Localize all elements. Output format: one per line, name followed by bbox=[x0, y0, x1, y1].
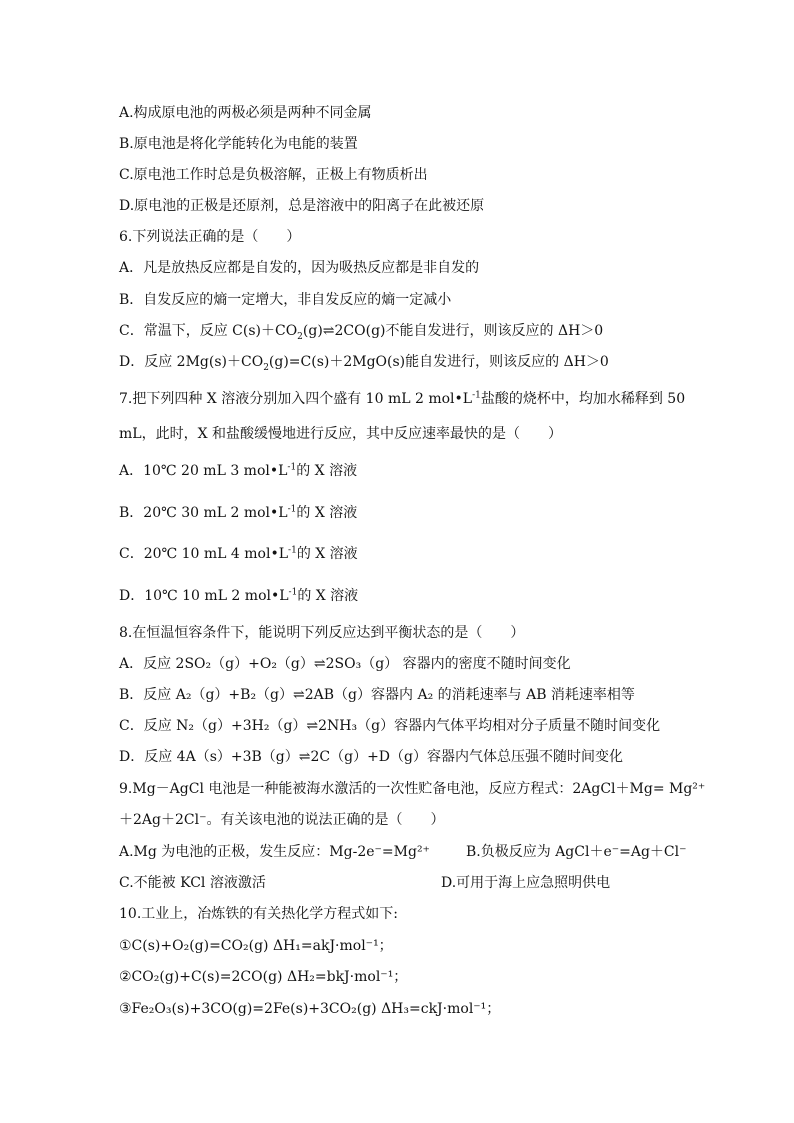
q5-option-c: C.原电池工作时总是负极溶解，正极上有物质析出 bbox=[119, 167, 428, 183]
q9-stem-line2: ＋2Ag＋2Cl⁻。有关该电池的说法正确的是（ ） bbox=[119, 812, 445, 828]
q10-equation-2: ②CO₂(g)+C(s)=2CO(g) ΔH₂=bkJ·mol⁻¹； bbox=[119, 969, 408, 985]
q7-stem-line2: mL，此时，X 和盐酸缓慢地进行反应，其中反应速率最快的是（ ） bbox=[119, 426, 562, 442]
q8-stem: 8.在恒温恒容条件下，能说明下列反应达到平衡状态的是（ ） bbox=[119, 625, 525, 641]
q10-stem: 10.工业上，冶炼铁的有关热化学方程式如下: bbox=[119, 906, 398, 922]
q8-option-c: C．反应 N₂（g）+3H₂（g）⇌2NH₃（g）容器内气体平均相对分子质量不随时间变化 bbox=[119, 718, 661, 734]
q9-option-d: D.可用于海上应急照明供电 bbox=[441, 875, 611, 891]
q10-equation-1: ①C(s)+O₂(g)=CO₂(g) ΔH₁=akJ·mol⁻¹； bbox=[119, 938, 393, 954]
q8-option-a: A．反应 2SO₂（g）+O₂（g）⇌2SO₃（g） 容器内的密度不随时间变化 bbox=[119, 656, 571, 672]
q9-option-c: C.不能被 KCl 溶液激活 bbox=[119, 875, 266, 891]
q5-option-d: D.原电池的正极是还原剂，总是溶液中的阳离子在此被还原 bbox=[119, 198, 485, 214]
q6-stem: 6.下列说法正确的是（ ） bbox=[119, 229, 301, 245]
q10-equation-3: ③Fe₂O₃(s)+3CO(g)=2Fe(s)+3CO₂(g) ΔH₃=ckJ·mol⁻¹； bbox=[119, 1001, 501, 1017]
q9-stem-line1: 9.Mg－AgCl 电池是一种能被海水激活的一次性贮备电池，反应方程式：2AgCl＋Mg= Mg²⁺ bbox=[119, 781, 706, 797]
q9-option-b: B.负极反应为 AgCl＋e⁻=Ag＋Cl⁻ bbox=[466, 844, 687, 860]
q6-option-a: A．凡是放热反应都是自发的，因为吸热反应都是非自发的 bbox=[119, 260, 480, 276]
q7-stem-line1: 7.把下列四种 X 溶液分别加入四个盛有 10 mL 2 $mol•L^{-1}$盐酸的烧杯中，均加水稀释到 50 bbox=[119, 390, 686, 407]
q7-option-c: C．20℃ 10 mL 4 $mol•L^{-1}$的 X 溶液 bbox=[119, 545, 358, 562]
q6-option-d: D．反应 $2Mg(s)+CO_2(g)=C(s)+2MgO(s)$能自发进行，则该反应的 ΔH＞0 bbox=[119, 354, 609, 373]
q8-option-d: D．反应 4A（s）+3B（g）⇌2C（g）+D（g）容器内气体总压强不随时间变化 bbox=[119, 749, 623, 765]
q9-option-a: A.Mg 为电池的正极，发生反应：Mg-2e⁻=Mg²⁺ bbox=[119, 844, 430, 860]
q6-option-b: B．自发反应的熵一定增大，非自发反应的熵一定减小 bbox=[119, 292, 452, 308]
q7-option-b: B．20℃ 30 mL 2 $mol•L^{-1}$的 X 溶液 bbox=[119, 504, 358, 521]
q5-option-b: B.原电池是将化学能转化为电能的装置 bbox=[119, 136, 358, 152]
q7-option-a: A．10℃ 20 mL 3 $mol•L^{-1}$的 X 溶液 bbox=[119, 462, 358, 479]
q6-option-c: C．常温下，反应 $C(s)+CO_2(g)\rightleftharpoons 2CO(g)$不能自发进行，则该反应的 ΔH＞0 bbox=[119, 323, 604, 342]
q7-option-d: D．10℃ 10 mL 2 $mol•L^{-1}$的 X 溶液 bbox=[119, 587, 359, 604]
q8-option-b: B．反应 A₂（g）+B₂（g）⇌2AB（g）容器内 A₂ 的消耗速率与 AB 消耗速率相等 bbox=[119, 687, 635, 703]
q5-option-a: A.构成原电池的两极必须是两种不同金属 bbox=[119, 105, 372, 121]
